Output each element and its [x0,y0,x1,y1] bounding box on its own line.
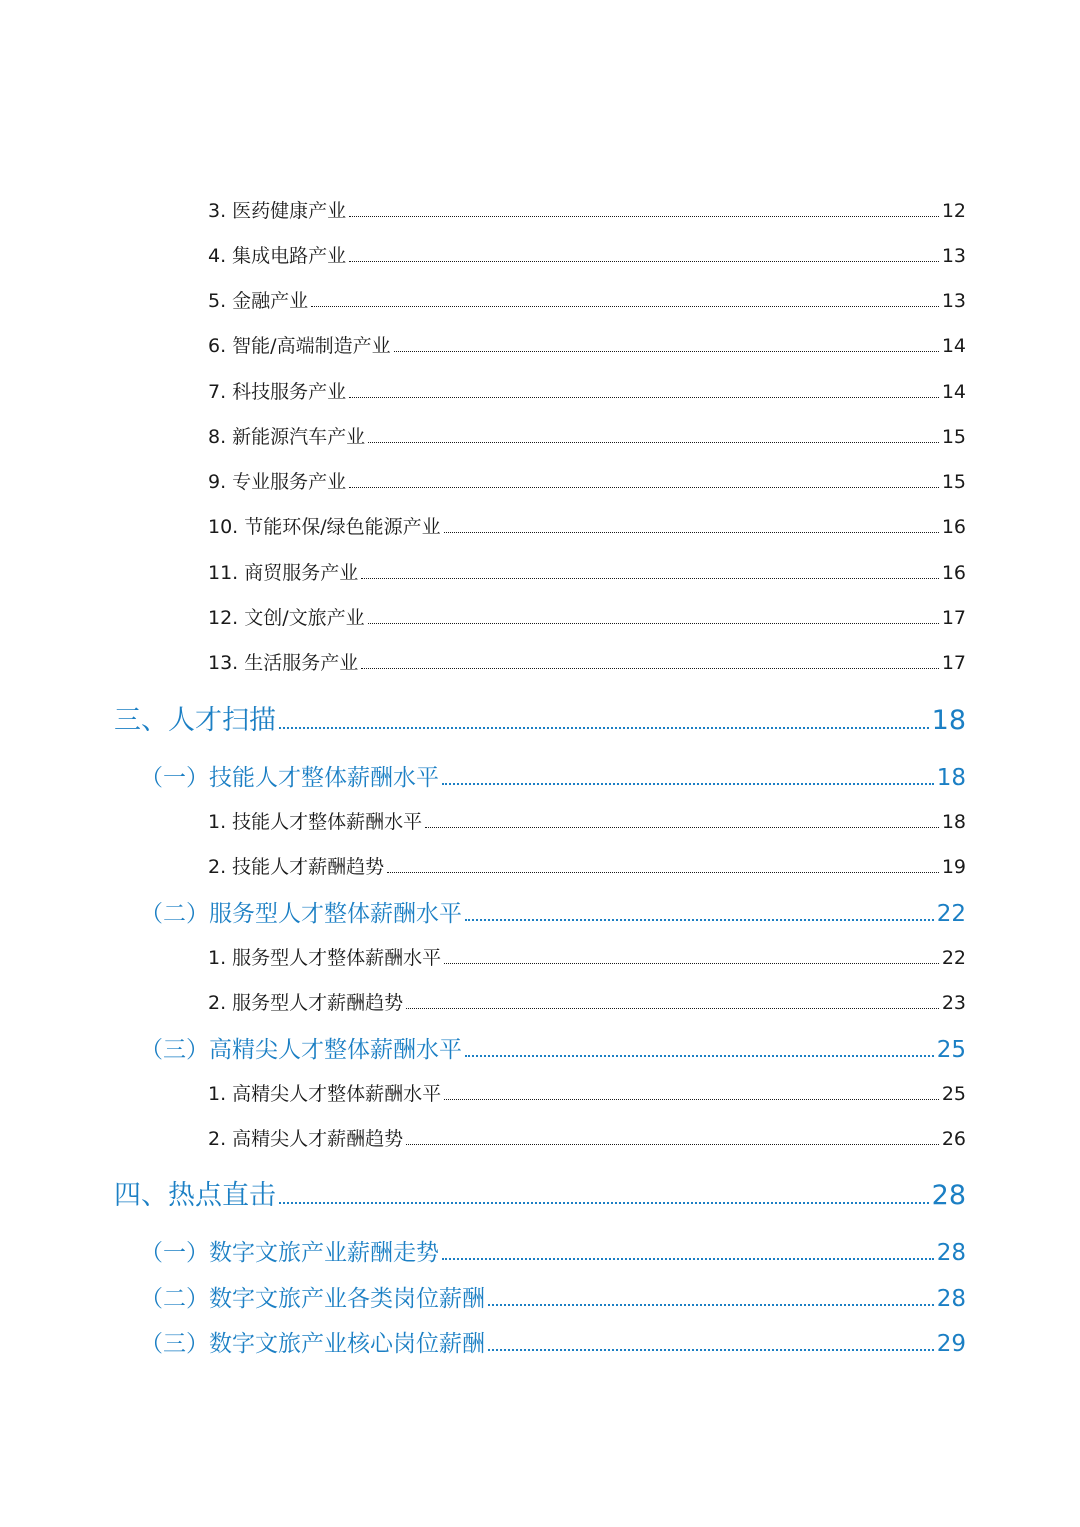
dot-leader [349,255,939,262]
toc-entry-title: 5. 金融产业 [208,290,309,312]
toc-page-number: 16 [941,562,966,584]
toc-entry[interactable] [208,943,966,970]
toc-section-heading[interactable] [114,1173,966,1212]
toc-entry-title: 3. 医药健康产业 [208,200,347,222]
dot-leader [444,957,939,964]
toc-page-number: 28 [931,1180,966,1211]
toc-subsection-heading[interactable] [140,1325,966,1358]
toc-entry-title: （二）服务型人才整体薪酬水平 [140,901,462,927]
toc-entry[interactable] [208,422,966,449]
toc-page-number: 14 [941,381,966,403]
toc-entry-title: 2. 技能人才薪酬趋势 [208,856,385,878]
dot-leader [368,617,939,624]
dot-leader [349,481,939,488]
toc-entry[interactable] [208,648,966,675]
dot-leader [442,775,934,785]
dot-leader [311,300,939,307]
toc-entry[interactable] [208,241,966,268]
toc-entry-title: 13. 生活服务产业 [208,652,359,674]
toc-entry[interactable] [208,558,966,585]
toc-page-number: 15 [941,471,966,493]
toc-entry-title: （二）数字文旅产业各类岗位薪酬 [140,1286,485,1312]
toc-section-heading[interactable] [114,698,966,737]
toc-entry[interactable] [208,512,966,539]
dot-leader [406,1002,939,1009]
dot-leader [442,1250,934,1260]
toc-subsection-heading[interactable] [140,1280,966,1313]
toc-entry-title: 12. 文创/文旅产业 [208,607,365,629]
toc-entry-title: 1. 技能人才整体薪酬水平 [208,811,423,833]
toc-entry-title: 2. 高精尖人才薪酬趋势 [208,1128,404,1150]
toc-page-number: 13 [941,290,966,312]
toc-page-number: 17 [941,652,966,674]
toc-entry-title: 6. 智能/高端制造产业 [208,335,391,357]
dot-leader [361,662,939,669]
toc-entry-title: 7. 科技服务产业 [208,381,347,403]
toc-entry[interactable] [208,467,966,494]
toc-entry[interactable] [208,603,966,630]
toc-entry-title: 1. 服务型人才整体薪酬水平 [208,947,442,969]
toc-page-number: 26 [941,1128,966,1150]
toc-page-number: 25 [941,1083,966,1105]
toc-entry-title: 1. 高精尖人才整体薪酬水平 [208,1083,442,1105]
toc-page-number: 29 [936,1331,966,1357]
toc-entry[interactable] [208,988,966,1015]
toc-page-number: 28 [936,1240,966,1266]
toc-page-number: 22 [941,947,966,969]
toc-entry-title: 11. 商贸服务产业 [208,562,359,584]
dot-leader [279,718,929,729]
toc-entry-title: 8. 新能源汽车产业 [208,426,366,448]
dot-leader [387,866,939,873]
dot-leader [444,526,939,533]
dot-leader [465,911,934,921]
toc-entry[interactable] [208,807,966,834]
toc-page-number: 19 [941,856,966,878]
toc-entry-title: 2. 服务型人才薪酬趋势 [208,992,404,1014]
toc-page-number: 18 [931,705,966,736]
dot-leader [349,391,939,398]
toc-entry[interactable] [208,331,966,358]
dot-leader [368,436,939,443]
toc-entry-title: 10. 节能环保/绿色能源产业 [208,516,441,538]
toc-entry[interactable] [208,852,966,879]
toc-page-number: 18 [941,811,966,833]
toc-entry-title: 9. 专业服务产业 [208,471,347,493]
dot-leader [488,1296,934,1306]
toc-page-number: 12 [941,200,966,222]
toc-page-number: 13 [941,245,966,267]
toc-entry-title: 4. 集成电路产业 [208,245,347,267]
toc-entry[interactable] [208,377,966,404]
toc-entry-title: （一）数字文旅产业薪酬走势 [140,1240,439,1266]
toc-entry-title: （三）数字文旅产业核心岗位薪酬 [140,1331,485,1357]
dot-leader [349,210,939,217]
toc-page-number: 15 [941,426,966,448]
dot-leader [279,1193,929,1204]
toc-entry[interactable] [208,1079,966,1106]
toc-entry[interactable] [208,196,966,223]
toc-page-number: 18 [936,765,966,791]
toc-page-number: 22 [936,901,966,927]
toc-entry-title: 四、热点直击 [114,1180,276,1211]
toc-page-number: 14 [941,335,966,357]
toc-page-number: 28 [936,1286,966,1312]
toc-subsection-heading[interactable] [140,895,966,928]
toc-subsection-heading[interactable] [140,1234,966,1267]
dot-leader [361,572,939,579]
toc-entry[interactable] [208,286,966,313]
toc-entry-title: 三、人才扫描 [114,705,276,736]
dot-leader [425,821,939,828]
toc-entry-title: （一）技能人才整体薪酬水平 [140,765,439,791]
dot-leader [488,1341,934,1351]
dot-leader [444,1093,939,1100]
toc-entry[interactable] [208,1124,966,1151]
toc-page-number: 23 [941,992,966,1014]
toc-page-number: 17 [941,607,966,629]
dot-leader [406,1138,939,1145]
dot-leader [394,345,939,352]
toc-subsection-heading[interactable] [140,759,966,792]
toc-entry-title: （三）高精尖人才整体薪酬水平 [140,1037,462,1063]
toc-page-number: 25 [936,1037,966,1063]
dot-leader [465,1047,934,1057]
toc-subsection-heading[interactable] [140,1031,966,1064]
toc-page-number: 16 [941,516,966,538]
